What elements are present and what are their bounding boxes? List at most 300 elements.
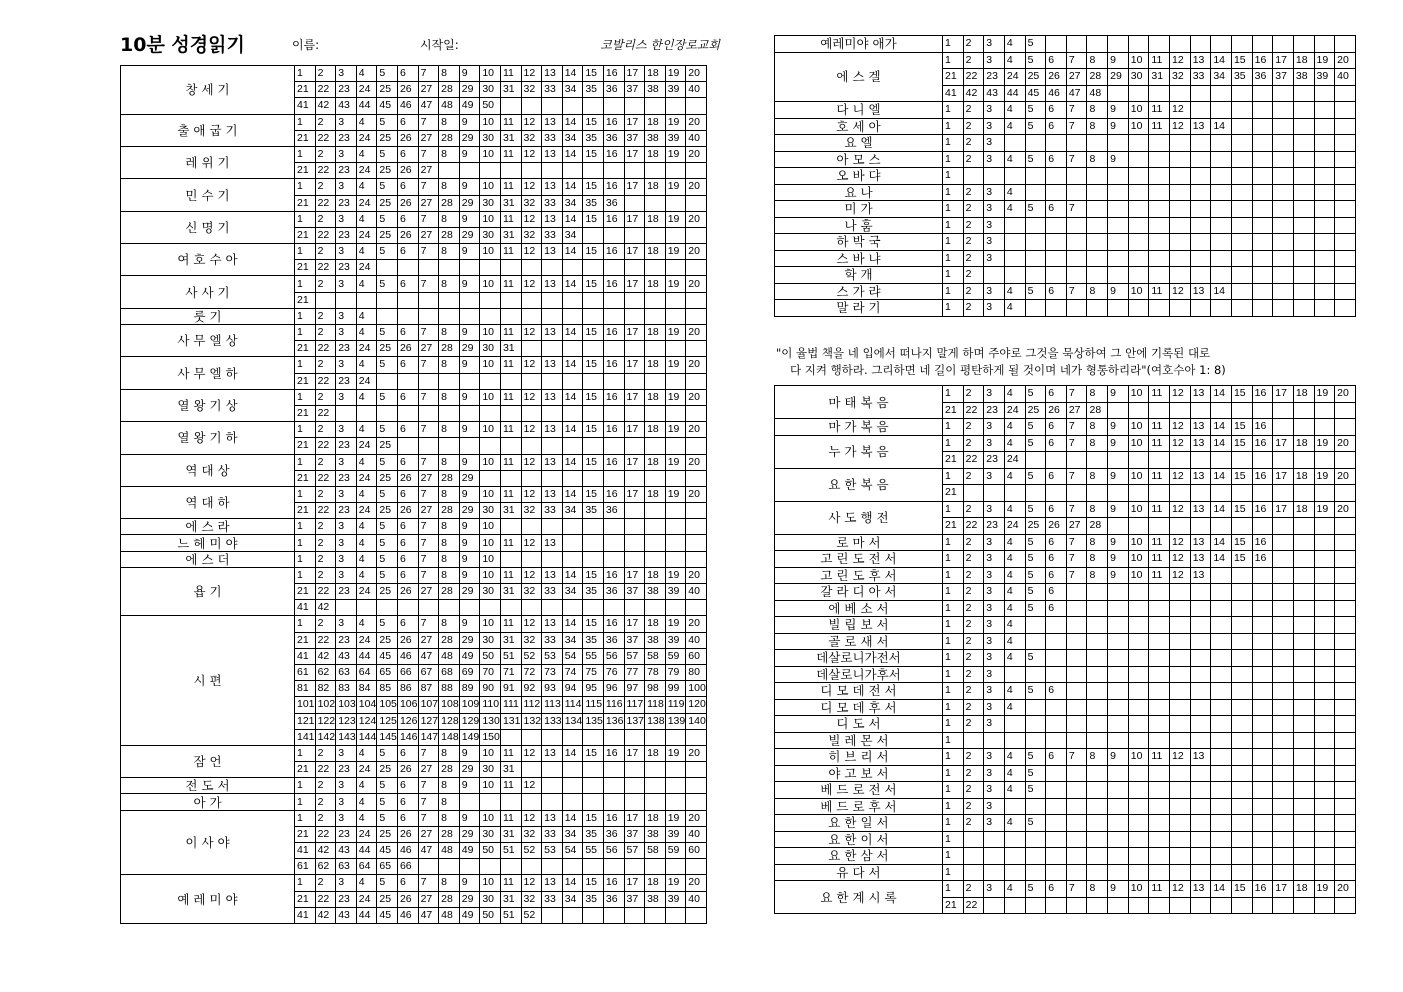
chapter-cell[interactable]: 13 bbox=[1190, 551, 1211, 568]
chapter-cell[interactable]: 22 bbox=[315, 826, 336, 842]
chapter-cell[interactable]: 9 bbox=[1108, 534, 1129, 551]
chapter-cell[interactable]: 101 bbox=[295, 697, 316, 713]
chapter-cell[interactable]: 11 bbox=[500, 325, 521, 341]
chapter-cell[interactable]: 17 bbox=[624, 66, 645, 82]
chapter-cell[interactable] bbox=[1335, 267, 1356, 284]
chapter-cell[interactable]: 18 bbox=[645, 179, 666, 195]
chapter-cell[interactable] bbox=[1293, 798, 1314, 815]
chapter-cell[interactable]: 9 bbox=[459, 535, 480, 551]
chapter-cell[interactable] bbox=[1231, 102, 1252, 119]
chapter-cell[interactable] bbox=[603, 163, 624, 179]
chapter-cell[interactable]: 27 bbox=[418, 227, 439, 243]
chapter-cell[interactable] bbox=[1128, 765, 1149, 782]
chapter-cell[interactable] bbox=[1087, 897, 1108, 914]
chapter-cell[interactable]: 6 bbox=[397, 875, 418, 891]
chapter-cell[interactable]: 5 bbox=[1025, 468, 1046, 485]
chapter-cell[interactable]: 71 bbox=[500, 664, 521, 680]
chapter-cell[interactable]: 21 bbox=[943, 69, 964, 86]
chapter-cell[interactable]: 27 bbox=[418, 470, 439, 486]
chapter-cell[interactable]: 7 bbox=[418, 486, 439, 502]
chapter-cell[interactable] bbox=[1335, 118, 1356, 135]
chapter-cell[interactable]: 5 bbox=[377, 211, 398, 227]
chapter-cell[interactable]: 1 bbox=[943, 848, 964, 865]
chapter-cell[interactable]: 29 bbox=[459, 130, 480, 146]
chapter-cell[interactable]: 3 bbox=[336, 778, 357, 794]
chapter-cell[interactable]: 34 bbox=[562, 82, 583, 98]
chapter-cell[interactable]: 10 bbox=[480, 810, 501, 826]
chapter-cell[interactable]: 47 bbox=[418, 843, 439, 859]
chapter-cell[interactable]: 97 bbox=[624, 681, 645, 697]
chapter-cell[interactable]: 10 bbox=[480, 616, 501, 632]
chapter-cell[interactable] bbox=[665, 729, 686, 745]
chapter-cell[interactable]: 19 bbox=[1314, 501, 1335, 518]
chapter-cell[interactable]: 7 bbox=[1066, 419, 1087, 436]
chapter-cell[interactable] bbox=[645, 341, 666, 357]
chapter-cell[interactable]: 6 bbox=[1046, 534, 1067, 551]
chapter-cell[interactable]: 10 bbox=[1128, 419, 1149, 436]
chapter-cell[interactable]: 3 bbox=[984, 782, 1005, 799]
chapter-cell[interactable] bbox=[1004, 831, 1025, 848]
chapter-cell[interactable]: 30 bbox=[480, 227, 501, 243]
chapter-cell[interactable] bbox=[1314, 102, 1335, 119]
chapter-cell[interactable]: 18 bbox=[1293, 386, 1314, 403]
chapter-cell[interactable]: 29 bbox=[459, 632, 480, 648]
chapter-cell[interactable]: 3 bbox=[984, 633, 1005, 650]
chapter-cell[interactable]: 20 bbox=[686, 486, 707, 502]
chapter-cell[interactable]: 13 bbox=[542, 567, 563, 583]
chapter-cell[interactable] bbox=[1273, 749, 1294, 766]
chapter-cell[interactable]: 19 bbox=[665, 211, 686, 227]
chapter-cell[interactable] bbox=[1252, 732, 1273, 749]
chapter-cell[interactable]: 3 bbox=[984, 419, 1005, 436]
chapter-cell[interactable]: 6 bbox=[397, 535, 418, 551]
chapter-cell[interactable]: 11 bbox=[500, 146, 521, 162]
chapter-cell[interactable] bbox=[1170, 864, 1191, 881]
chapter-cell[interactable] bbox=[1252, 201, 1273, 218]
chapter-cell[interactable]: 22 bbox=[963, 452, 984, 469]
chapter-cell[interactable] bbox=[963, 168, 984, 185]
chapter-cell[interactable] bbox=[542, 859, 563, 875]
chapter-cell[interactable]: 24 bbox=[356, 195, 377, 211]
chapter-cell[interactable]: 44 bbox=[1004, 85, 1025, 102]
chapter-cell[interactable] bbox=[418, 859, 439, 875]
chapter-cell[interactable]: 21 bbox=[295, 130, 316, 146]
chapter-cell[interactable]: 10 bbox=[1128, 567, 1149, 584]
chapter-cell[interactable] bbox=[1170, 85, 1191, 102]
chapter-cell[interactable]: 18 bbox=[645, 389, 666, 405]
chapter-cell[interactable] bbox=[1149, 798, 1170, 815]
chapter-cell[interactable] bbox=[1004, 848, 1025, 865]
chapter-cell[interactable] bbox=[1149, 666, 1170, 683]
chapter-cell[interactable] bbox=[1273, 102, 1294, 119]
chapter-cell[interactable] bbox=[1108, 815, 1129, 832]
chapter-cell[interactable] bbox=[1293, 135, 1314, 152]
chapter-cell[interactable]: 11 bbox=[1149, 102, 1170, 119]
chapter-cell[interactable] bbox=[1314, 831, 1335, 848]
chapter-cell[interactable]: 1 bbox=[295, 778, 316, 794]
chapter-cell[interactable]: 14 bbox=[1211, 419, 1232, 436]
chapter-cell[interactable]: 6 bbox=[1046, 551, 1067, 568]
chapter-cell[interactable]: 23 bbox=[336, 195, 357, 211]
chapter-cell[interactable]: 17 bbox=[624, 179, 645, 195]
chapter-cell[interactable]: 47 bbox=[418, 907, 439, 923]
chapter-cell[interactable] bbox=[1046, 765, 1067, 782]
chapter-cell[interactable]: 20 bbox=[686, 616, 707, 632]
chapter-cell[interactable] bbox=[1004, 135, 1025, 152]
chapter-cell[interactable]: 1 bbox=[943, 782, 964, 799]
chapter-cell[interactable]: 32 bbox=[521, 227, 542, 243]
chapter-cell[interactable]: 19 bbox=[665, 66, 686, 82]
chapter-cell[interactable] bbox=[1025, 848, 1046, 865]
chapter-cell[interactable]: 10 bbox=[480, 325, 501, 341]
chapter-cell[interactable]: 21 bbox=[295, 826, 316, 842]
chapter-cell[interactable]: 8 bbox=[439, 745, 460, 761]
chapter-cell[interactable]: 2 bbox=[963, 633, 984, 650]
chapter-cell[interactable]: 2 bbox=[963, 881, 984, 898]
chapter-cell[interactable] bbox=[1293, 85, 1314, 102]
chapter-cell[interactable]: 11 bbox=[1149, 419, 1170, 436]
chapter-cell[interactable] bbox=[1149, 267, 1170, 284]
chapter-cell[interactable]: 5 bbox=[377, 810, 398, 826]
chapter-cell[interactable]: 5 bbox=[377, 276, 398, 292]
chapter-cell[interactable]: 1 bbox=[295, 567, 316, 583]
chapter-cell[interactable]: 150 bbox=[480, 729, 501, 745]
chapter-cell[interactable]: 2 bbox=[963, 650, 984, 667]
chapter-cell[interactable]: 45 bbox=[1025, 85, 1046, 102]
chapter-cell[interactable] bbox=[1066, 452, 1087, 469]
chapter-cell[interactable]: 31 bbox=[500, 584, 521, 600]
chapter-cell[interactable]: 4 bbox=[1004, 567, 1025, 584]
chapter-cell[interactable]: 5 bbox=[377, 146, 398, 162]
chapter-cell[interactable] bbox=[562, 163, 583, 179]
chapter-cell[interactable]: 36 bbox=[603, 195, 624, 211]
chapter-cell[interactable] bbox=[1211, 782, 1232, 799]
chapter-cell[interactable]: 7 bbox=[1066, 881, 1087, 898]
chapter-cell[interactable]: 25 bbox=[377, 632, 398, 648]
chapter-cell[interactable] bbox=[1273, 36, 1294, 53]
chapter-cell[interactable]: 1 bbox=[295, 535, 316, 551]
chapter-cell[interactable] bbox=[1025, 135, 1046, 152]
chapter-cell[interactable]: 20 bbox=[1335, 881, 1356, 898]
chapter-cell[interactable]: 22 bbox=[315, 584, 336, 600]
chapter-cell[interactable] bbox=[439, 163, 460, 179]
chapter-cell[interactable]: 3 bbox=[984, 184, 1005, 201]
chapter-cell[interactable] bbox=[1335, 782, 1356, 799]
chapter-cell[interactable]: 1 bbox=[295, 551, 316, 567]
chapter-cell[interactable]: 145 bbox=[377, 729, 398, 745]
chapter-cell[interactable] bbox=[686, 503, 707, 519]
chapter-cell[interactable] bbox=[1335, 168, 1356, 185]
chapter-cell[interactable] bbox=[1314, 617, 1335, 634]
chapter-cell[interactable]: 7 bbox=[1066, 468, 1087, 485]
chapter-cell[interactable] bbox=[1128, 168, 1149, 185]
chapter-cell[interactable]: 1 bbox=[295, 389, 316, 405]
chapter-cell[interactable] bbox=[583, 98, 604, 114]
chapter-cell[interactable] bbox=[603, 519, 624, 535]
chapter-cell[interactable] bbox=[1273, 848, 1294, 865]
chapter-cell[interactable] bbox=[1190, 217, 1211, 234]
chapter-cell[interactable]: 22 bbox=[315, 891, 336, 907]
chapter-cell[interactable] bbox=[624, 260, 645, 276]
chapter-cell[interactable]: 7 bbox=[418, 745, 439, 761]
chapter-cell[interactable] bbox=[1314, 168, 1335, 185]
chapter-cell[interactable] bbox=[665, 794, 686, 810]
chapter-cell[interactable]: 15 bbox=[583, 276, 604, 292]
chapter-cell[interactable]: 15 bbox=[583, 745, 604, 761]
chapter-cell[interactable] bbox=[1314, 782, 1335, 799]
chapter-cell[interactable] bbox=[1128, 600, 1149, 617]
chapter-cell[interactable] bbox=[1335, 798, 1356, 815]
chapter-cell[interactable] bbox=[1046, 250, 1067, 267]
chapter-cell[interactable]: 5 bbox=[1025, 435, 1046, 452]
chapter-cell[interactable]: 30 bbox=[480, 82, 501, 98]
chapter-cell[interactable]: 3 bbox=[984, 881, 1005, 898]
chapter-cell[interactable] bbox=[1149, 168, 1170, 185]
chapter-cell[interactable] bbox=[1273, 151, 1294, 168]
chapter-cell[interactable]: 34 bbox=[562, 130, 583, 146]
chapter-cell[interactable]: 42 bbox=[315, 907, 336, 923]
chapter-cell[interactable]: 6 bbox=[397, 794, 418, 810]
chapter-cell[interactable]: 43 bbox=[336, 907, 357, 923]
chapter-cell[interactable]: 5 bbox=[1025, 534, 1046, 551]
chapter-cell[interactable]: 50 bbox=[480, 907, 501, 923]
chapter-cell[interactable]: 6 bbox=[397, 745, 418, 761]
chapter-cell[interactable]: 3 bbox=[336, 276, 357, 292]
chapter-cell[interactable]: 33 bbox=[542, 503, 563, 519]
chapter-cell[interactable] bbox=[1108, 267, 1129, 284]
chapter-cell[interactable]: 2 bbox=[963, 666, 984, 683]
chapter-cell[interactable]: 13 bbox=[1190, 283, 1211, 300]
chapter-cell[interactable] bbox=[1252, 217, 1273, 234]
chapter-cell[interactable]: 2 bbox=[315, 745, 336, 761]
chapter-cell[interactable] bbox=[1108, 201, 1129, 218]
chapter-cell[interactable]: 38 bbox=[645, 130, 666, 146]
chapter-cell[interactable]: 61 bbox=[295, 664, 316, 680]
chapter-cell[interactable] bbox=[1087, 584, 1108, 601]
chapter-cell[interactable]: 2 bbox=[963, 551, 984, 568]
chapter-cell[interactable]: 17 bbox=[624, 810, 645, 826]
chapter-cell[interactable]: 10 bbox=[480, 454, 501, 470]
chapter-cell[interactable] bbox=[1108, 168, 1129, 185]
chapter-cell[interactable]: 29 bbox=[459, 82, 480, 98]
chapter-cell[interactable] bbox=[1025, 485, 1046, 502]
chapter-cell[interactable] bbox=[562, 341, 583, 357]
chapter-cell[interactable] bbox=[521, 438, 542, 454]
chapter-cell[interactable]: 1 bbox=[943, 650, 964, 667]
chapter-cell[interactable] bbox=[645, 600, 666, 616]
chapter-cell[interactable]: 2 bbox=[963, 283, 984, 300]
chapter-cell[interactable]: 46 bbox=[397, 98, 418, 114]
chapter-cell[interactable] bbox=[377, 405, 398, 421]
chapter-cell[interactable] bbox=[1314, 135, 1335, 152]
chapter-cell[interactable] bbox=[583, 600, 604, 616]
chapter-cell[interactable]: 12 bbox=[521, 454, 542, 470]
chapter-cell[interactable]: 8 bbox=[439, 535, 460, 551]
chapter-cell[interactable] bbox=[459, 438, 480, 454]
chapter-cell[interactable] bbox=[1149, 151, 1170, 168]
chapter-cell[interactable]: 15 bbox=[1231, 419, 1252, 436]
chapter-cell[interactable]: 5 bbox=[377, 794, 398, 810]
chapter-cell[interactable] bbox=[583, 729, 604, 745]
chapter-cell[interactable] bbox=[1149, 765, 1170, 782]
chapter-cell[interactable]: 10 bbox=[480, 146, 501, 162]
chapter-cell[interactable] bbox=[1190, 683, 1211, 700]
chapter-cell[interactable] bbox=[624, 551, 645, 567]
chapter-cell[interactable]: 24 bbox=[1004, 518, 1025, 535]
chapter-cell[interactable] bbox=[1211, 650, 1232, 667]
chapter-cell[interactable] bbox=[500, 438, 521, 454]
chapter-cell[interactable]: 18 bbox=[645, 211, 666, 227]
chapter-cell[interactable]: 7 bbox=[1066, 201, 1087, 218]
chapter-cell[interactable] bbox=[1293, 452, 1314, 469]
chapter-cell[interactable] bbox=[1231, 567, 1252, 584]
chapter-cell[interactable]: 23 bbox=[336, 260, 357, 276]
chapter-cell[interactable]: 11 bbox=[1149, 435, 1170, 452]
chapter-cell[interactable] bbox=[1211, 184, 1232, 201]
chapter-cell[interactable]: 27 bbox=[1066, 402, 1087, 419]
chapter-cell[interactable]: 16 bbox=[603, 422, 624, 438]
chapter-cell[interactable]: 4 bbox=[356, 179, 377, 195]
chapter-cell[interactable]: 16 bbox=[603, 146, 624, 162]
chapter-cell[interactable] bbox=[1335, 699, 1356, 716]
chapter-cell[interactable]: 43 bbox=[336, 98, 357, 114]
chapter-cell[interactable]: 4 bbox=[1004, 600, 1025, 617]
chapter-cell[interactable]: 5 bbox=[377, 454, 398, 470]
chapter-cell[interactable] bbox=[1273, 118, 1294, 135]
chapter-cell[interactable] bbox=[480, 292, 501, 308]
chapter-cell[interactable] bbox=[665, 373, 686, 389]
chapter-cell[interactable]: 2 bbox=[963, 765, 984, 782]
chapter-cell[interactable]: 9 bbox=[1108, 567, 1129, 584]
chapter-cell[interactable]: 13 bbox=[542, 325, 563, 341]
chapter-cell[interactable]: 1 bbox=[295, 146, 316, 162]
chapter-cell[interactable]: 2 bbox=[963, 798, 984, 815]
chapter-cell[interactable] bbox=[418, 292, 439, 308]
chapter-cell[interactable]: 9 bbox=[459, 114, 480, 130]
chapter-cell[interactable] bbox=[1293, 716, 1314, 733]
chapter-cell[interactable] bbox=[480, 794, 501, 810]
chapter-cell[interactable] bbox=[1170, 848, 1191, 865]
chapter-cell[interactable]: 21 bbox=[943, 402, 964, 419]
chapter-cell[interactable]: 31 bbox=[500, 130, 521, 146]
chapter-cell[interactable]: 44 bbox=[356, 648, 377, 664]
chapter-cell[interactable]: 15 bbox=[1231, 501, 1252, 518]
chapter-cell[interactable]: 1 bbox=[943, 732, 964, 749]
chapter-cell[interactable]: 57 bbox=[624, 648, 645, 664]
chapter-cell[interactable] bbox=[521, 470, 542, 486]
chapter-cell[interactable] bbox=[1004, 864, 1025, 881]
chapter-cell[interactable] bbox=[963, 848, 984, 865]
chapter-cell[interactable] bbox=[1314, 151, 1335, 168]
chapter-cell[interactable]: 32 bbox=[1170, 69, 1191, 86]
chapter-cell[interactable] bbox=[665, 292, 686, 308]
chapter-cell[interactable] bbox=[1128, 897, 1149, 914]
chapter-cell[interactable] bbox=[1231, 151, 1252, 168]
chapter-cell[interactable]: 65 bbox=[377, 664, 398, 680]
chapter-cell[interactable] bbox=[1108, 831, 1129, 848]
chapter-cell[interactable]: 10 bbox=[480, 745, 501, 761]
chapter-cell[interactable]: 14 bbox=[562, 486, 583, 502]
chapter-cell[interactable] bbox=[603, 308, 624, 324]
chapter-cell[interactable] bbox=[583, 373, 604, 389]
chapter-cell[interactable]: 2 bbox=[963, 250, 984, 267]
chapter-cell[interactable] bbox=[1273, 798, 1294, 815]
chapter-cell[interactable]: 41 bbox=[295, 600, 316, 616]
chapter-cell[interactable]: 12 bbox=[521, 875, 542, 891]
chapter-cell[interactable]: 36 bbox=[603, 632, 624, 648]
chapter-cell[interactable]: 4 bbox=[1004, 283, 1025, 300]
chapter-cell[interactable]: 15 bbox=[1231, 881, 1252, 898]
chapter-cell[interactable] bbox=[1170, 217, 1191, 234]
chapter-cell[interactable]: 15 bbox=[1231, 52, 1252, 69]
chapter-cell[interactable]: 3 bbox=[336, 454, 357, 470]
chapter-cell[interactable]: 22 bbox=[315, 163, 336, 179]
chapter-cell[interactable] bbox=[1066, 765, 1087, 782]
chapter-cell[interactable] bbox=[645, 551, 666, 567]
chapter-cell[interactable] bbox=[336, 292, 357, 308]
chapter-cell[interactable]: 1 bbox=[943, 831, 964, 848]
chapter-cell[interactable] bbox=[1149, 518, 1170, 535]
chapter-cell[interactable] bbox=[1211, 584, 1232, 601]
chapter-cell[interactable]: 24 bbox=[356, 130, 377, 146]
chapter-cell[interactable]: 5 bbox=[377, 422, 398, 438]
chapter-cell[interactable]: 20 bbox=[686, 179, 707, 195]
chapter-cell[interactable]: 13 bbox=[542, 616, 563, 632]
chapter-cell[interactable] bbox=[1066, 782, 1087, 799]
chapter-cell[interactable]: 20 bbox=[1335, 386, 1356, 403]
chapter-cell[interactable]: 106 bbox=[397, 697, 418, 713]
chapter-cell[interactable] bbox=[1211, 151, 1232, 168]
chapter-cell[interactable]: 4 bbox=[1004, 386, 1025, 403]
chapter-cell[interactable]: 9 bbox=[1108, 435, 1129, 452]
chapter-cell[interactable] bbox=[984, 848, 1005, 865]
chapter-cell[interactable]: 9 bbox=[1108, 52, 1129, 69]
chapter-cell[interactable] bbox=[480, 308, 501, 324]
chapter-cell[interactable] bbox=[1293, 600, 1314, 617]
chapter-cell[interactable] bbox=[1273, 666, 1294, 683]
chapter-cell[interactable]: 36 bbox=[603, 130, 624, 146]
chapter-cell[interactable] bbox=[1170, 699, 1191, 716]
chapter-cell[interactable]: 128 bbox=[439, 713, 460, 729]
chapter-cell[interactable] bbox=[1273, 419, 1294, 436]
chapter-cell[interactable]: 28 bbox=[439, 632, 460, 648]
chapter-cell[interactable]: 30 bbox=[480, 762, 501, 778]
chapter-cell[interactable]: 10 bbox=[1128, 283, 1149, 300]
chapter-cell[interactable] bbox=[1231, 798, 1252, 815]
chapter-cell[interactable]: 10 bbox=[480, 389, 501, 405]
chapter-cell[interactable]: 5 bbox=[1025, 567, 1046, 584]
chapter-cell[interactable] bbox=[1046, 168, 1067, 185]
chapter-cell[interactable] bbox=[439, 292, 460, 308]
chapter-cell[interactable] bbox=[1273, 815, 1294, 832]
chapter-cell[interactable]: 11 bbox=[500, 357, 521, 373]
chapter-cell[interactable]: 15 bbox=[583, 244, 604, 260]
chapter-cell[interactable] bbox=[686, 438, 707, 454]
chapter-cell[interactable] bbox=[1190, 897, 1211, 914]
chapter-cell[interactable]: 29 bbox=[1108, 69, 1129, 86]
chapter-cell[interactable]: 19 bbox=[1314, 52, 1335, 69]
chapter-cell[interactable] bbox=[1231, 36, 1252, 53]
chapter-cell[interactable]: 3 bbox=[984, 749, 1005, 766]
chapter-cell[interactable]: 29 bbox=[459, 227, 480, 243]
chapter-cell[interactable] bbox=[1231, 518, 1252, 535]
chapter-cell[interactable]: 20 bbox=[686, 276, 707, 292]
chapter-cell[interactable] bbox=[1066, 168, 1087, 185]
chapter-cell[interactable]: 10 bbox=[1128, 468, 1149, 485]
chapter-cell[interactable]: 18 bbox=[1293, 52, 1314, 69]
chapter-cell[interactable]: 14 bbox=[562, 454, 583, 470]
chapter-cell[interactable] bbox=[1108, 864, 1129, 881]
